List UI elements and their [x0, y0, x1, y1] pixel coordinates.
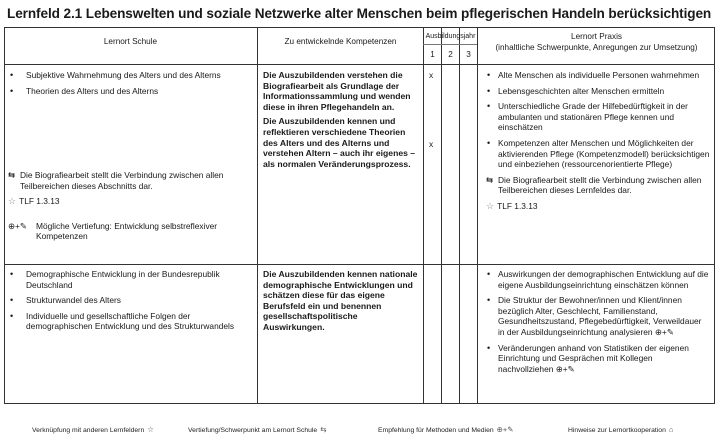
header-praxis-subtitle: (inhaltliche Schwerpunkte, Anregungen zur Umsetzung)	[495, 43, 698, 52]
star-icon: ☆	[486, 200, 495, 211]
list-item: • Individuelle und gesellschaftliche Folgen der demographischen Entwicklung und des Strukturwandels	[6, 311, 246, 332]
row-divider	[4, 264, 715, 265]
column-divider	[459, 27, 460, 404]
praxis-tlf-reference	[484, 201, 710, 212]
kompetenz-text: Die Auszubildenden kennen nationale demographische Entwicklungen und schätzen diese für das eigene Berufsfeld ein und benennen gesellschaftspolitische Auswirkungen.	[263, 269, 418, 332]
tlf-reference	[6, 196, 248, 207]
list-item: • Subjektive Wahrnehmung des Alters und des Alterns	[6, 70, 246, 81]
header-lernort-schule: Lernort Schule	[103, 37, 158, 46]
list-item-text: Die Struktur der Bewohner/innen und Klient/innen bezüglich Alter, Geschlecht, Familienstand, Gesundheitszustand, Pflegebedürftigkeit, Verweildauer in der Ausbildungseinrichtung analysieren	[498, 295, 702, 337]
star-icon: ☆	[8, 196, 17, 207]
header-jahr-1: 1	[430, 50, 435, 59]
column-divider	[423, 27, 424, 404]
column-divider	[441, 27, 442, 404]
legend-schwerpunkt	[188, 425, 327, 434]
link-arrows-icon: ⇆	[8, 170, 16, 180]
list-item	[484, 343, 710, 375]
header-lernort-praxis	[478, 31, 715, 53]
header-kompetenzen: Zu entwickelnde Kompetenzen	[284, 37, 397, 46]
row1-schule-cell	[6, 70, 246, 101]
column-divider	[477, 27, 478, 404]
legend-lernfeldern-text: Verknüpfung mit anderen Lernfeldern	[32, 427, 145, 434]
praxis-note-text: Die Biografiearbeit stellt die Verbindung zwischen allen Teilbereichen dieses Lernfeldes dar.	[498, 174, 702, 196]
link-arrows-icon: ⇆	[320, 425, 327, 434]
list-item: • Alte Menschen als individuelle Personen wahrnehmen	[484, 70, 710, 81]
kompetenz-text: Die Auszubildenden kennen und reflektieren verschiedene Theorien des Alters und des Alterns und verstehen Altern – auch ihr eigenes – als normalen Veränderungsprozess.	[263, 116, 416, 169]
row2-praxis-cell	[484, 269, 710, 379]
year-1-mark: x	[429, 70, 434, 80]
row2-schule-cell	[6, 269, 246, 337]
kompetenz-text: Die Auszubildenden verstehen die Biografiearbeit als Grundlage der Informationssammlung und wenden diese in ihren Pflegehandeln an.	[263, 70, 411, 112]
methods-recommendation-icon: ⊕+✎	[654, 326, 674, 337]
biografie-note	[6, 170, 248, 191]
subheader-divider	[423, 44, 477, 45]
methods-recommendation-icon: ⊕+✎	[555, 363, 575, 374]
vertiefung-text: Mögliche Vertiefung: Entwicklung selbstreflexiver Kompetenzen	[36, 220, 218, 242]
row2-kompetenzen-cell	[263, 269, 418, 333]
page-title: Lernfeld 2.1 Lebenswelten und soziale Netzwerke alter Menschen beim pflegerischen Handeln berücksichtigen	[7, 6, 712, 21]
link-arrows-icon: ⇆	[486, 174, 494, 185]
list-item: • Lebensgeschichten alter Menschen ermitteln	[484, 86, 710, 97]
tlf-text: TLF 1.3.13	[19, 196, 60, 207]
legend-methoden-text: Empfehlung für Methoden und Medien	[378, 427, 494, 434]
methods-recommendation-icon: ⊕+✎	[8, 220, 27, 231]
list-item: • Kompetenzen alter Menschen und Möglichkeiten der aktivierenden Pflege (Kompetenzmodell) berücksichtigen und einbeziehen (ressourcenorientierte Pflege)	[484, 138, 710, 170]
praxis-biografie-note	[484, 175, 710, 196]
legend-methoden	[378, 425, 514, 434]
list-item	[484, 295, 710, 337]
list-item: • Auswirkungen der demographischen Entwicklung auf die eigene Ausbildungseinrichtung einschätzen können	[484, 269, 710, 290]
list-item: • Strukturwandel des Alters	[6, 295, 246, 306]
row1-kompetenzen-cell	[263, 70, 418, 169]
header-ausbildungsjahr: Ausbildungsjahr	[425, 33, 476, 40]
list-item: • Unterschiedliche Grade der Hilfebedürftigkeit in der ambulanten und stationären Pflege kennen und einschätzen	[484, 101, 710, 133]
column-divider	[257, 27, 258, 404]
legend-lernfeldern	[32, 425, 154, 434]
legend-kooperation	[568, 425, 673, 434]
header-divider	[4, 64, 715, 65]
list-item: • Theorien des Alters und des Alterns	[6, 86, 246, 97]
header-jahr-3: 3	[466, 50, 471, 59]
list-item-text: Veränderungen anhand von Statistiken der eigenen Einrichtung und Gesprächen mit Kollegen nachvollziehen	[498, 342, 689, 374]
row1-praxis-cell	[484, 70, 710, 212]
star-icon: ☆	[147, 425, 154, 434]
header-jahr-2: 2	[448, 50, 453, 59]
row1-schule-notes	[6, 168, 248, 247]
vertiefung-note	[6, 221, 248, 242]
list-item: • Demographische Entwicklung in der Bundesrepublik Deutschland	[6, 269, 246, 290]
praxis-tlf-text: TLF 1.3.13	[497, 200, 538, 211]
legend-kooperation-text: Hinweise zur Lernortkooperation	[568, 427, 666, 434]
methods-recommendation-icon: ⊕+✎	[496, 425, 514, 434]
header-praxis-title: Lernort Praxis	[571, 32, 622, 41]
year-1-mark: x	[429, 139, 434, 149]
biografie-note-text: Die Biografiearbeit stellt die Verbindung zwischen allen Teilbereichen dieses Abschnitts dar.	[20, 170, 224, 191]
cooperation-icon: ⌂	[668, 425, 674, 434]
legend-schwerpunkt-text: Vertiefung/Schwerpunkt am Lernort Schule	[188, 427, 318, 434]
